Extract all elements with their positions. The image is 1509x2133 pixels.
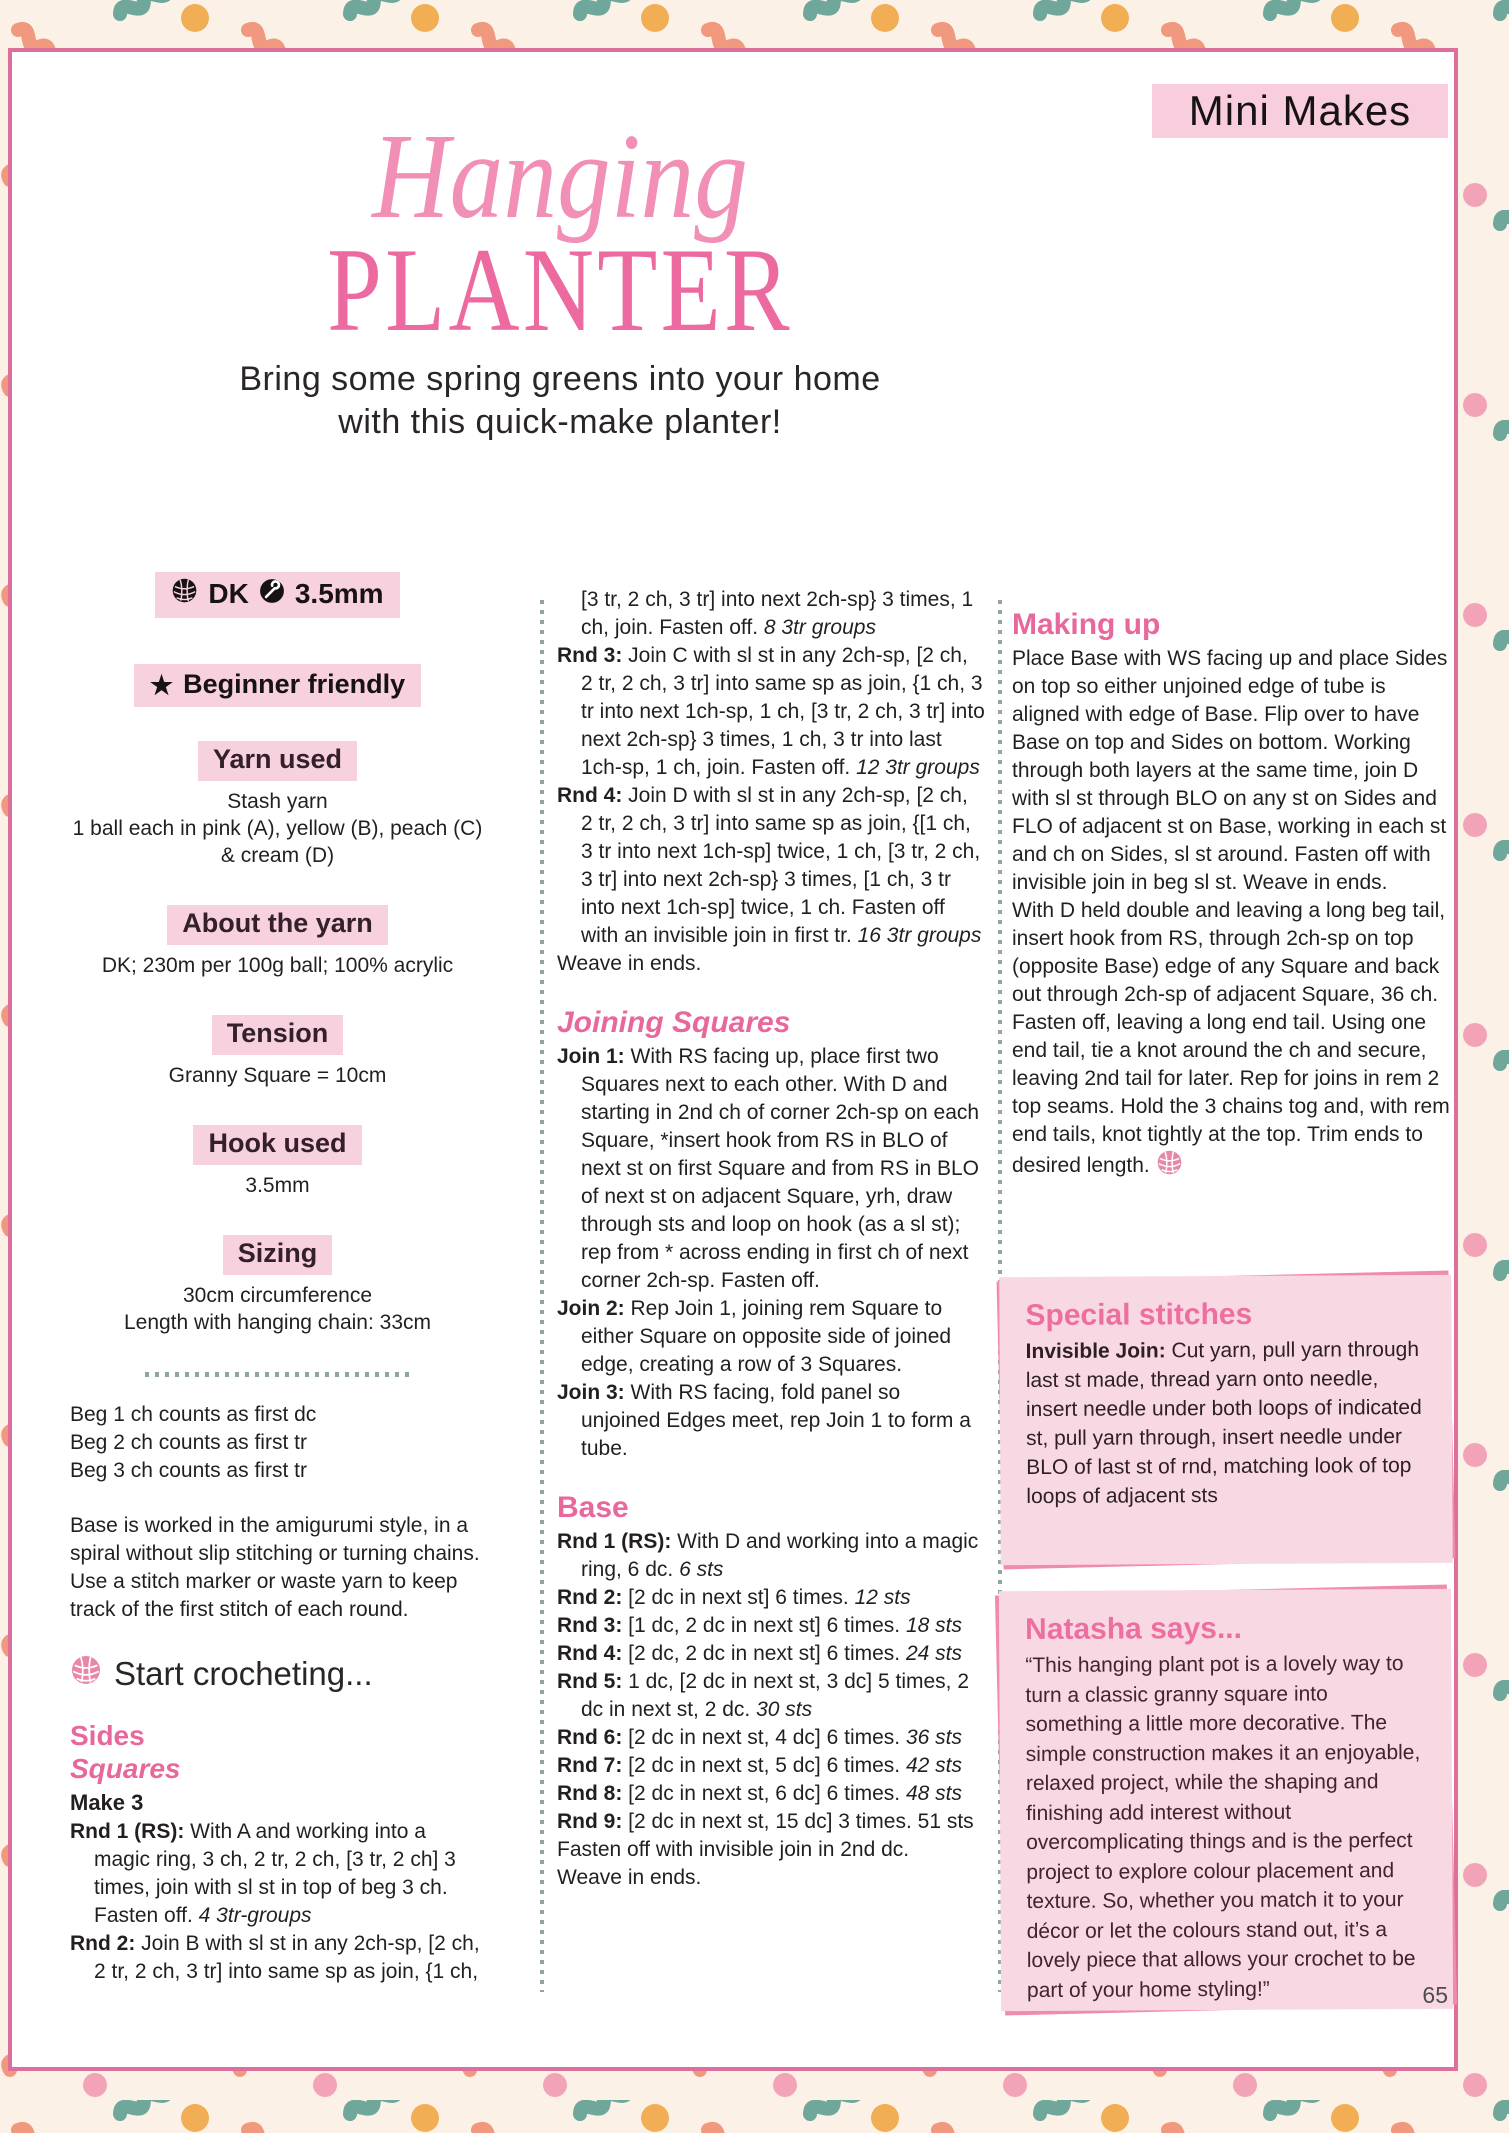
pattern-heading-joining: Joining Squares [557,1006,791,1039]
pattern-heading-making-up: Making up [1012,608,1161,641]
hook-size: 3.5mm [294,578,384,609]
spec-badge [155,572,399,618]
info-section-hook-used [70,1125,485,1199]
section-heading: Sizing [223,1235,333,1275]
page-title-line1: Hanging [372,109,748,244]
instruction: Fasten off with invisible join in 2nd dc. [557,1838,910,1861]
text-line: 30cm circumference [182,1284,373,1307]
section-lines [70,1172,485,1199]
paragraph: Place Base with WS facing up and place Sides on top so either unjoined edge of tube is aligned with edge of Base. Flip over to have Base on top and Sides on bottom. Working through both layers at the same time, join D with sl st through BLO on any st on Sides and FLO of adjacent st on Base, working in each st and ch on Sides, sl st around. Fasten off with invisible join in beg sl st. Weave in ends. [1012,647,1448,894]
subtitle [40,358,1080,444]
instruction: Rnd 2: [2 dc in next st] 6 times. 12 sts [557,1586,911,1609]
text-line: 1 ball each in pink (A), yellow (B), peach (C) [72,817,483,840]
subtitle-line2: with this quick-make planter! [338,403,782,441]
info-section-about-yarn [70,905,485,979]
special-stitches-text [1026,1335,1427,1511]
skill-label: Beginner friendly [183,669,406,699]
text-line: & cream (D) [220,844,335,867]
section-heading: Tension [212,1015,344,1055]
make-count: Make 3 [70,1790,144,1815]
section-lines [70,1062,485,1089]
crochet-hook-icon [259,578,285,611]
instruction: Join 3: With RS facing, fold panel so unjoined Edges meet, rep Join 1 to form a tube. [557,1381,971,1460]
instruction: Rnd 8: [2 dc in next st, 6 dc] 6 times. 48 sts [557,1782,962,1805]
base-instructions [557,1528,985,1892]
info-section-yarn-used [70,741,485,869]
text-line: Length with hanging chain: 33cm [123,1311,432,1334]
text-line: Granny Square = 10cm [168,1064,387,1087]
info-column [70,572,485,1986]
instruction: Weave in ends. [557,952,702,975]
info-section-sizing [70,1235,485,1336]
spacer [557,1463,985,1491]
sides-instructions [70,1818,485,1986]
section-badge: Mini Makes [1152,84,1448,138]
instruction: Rnd 7: [2 dc in next st, 5 dc] 6 times. 42 sts [557,1754,962,1777]
instruction: Rnd 2: Join B with sl st in any 2ch-sp, [2 ch, 2 tr, 2 ch, 3 tr] into same sp as join, {1 ch, [70,1932,480,1983]
dotted-divider [145,1372,410,1377]
text-line: Beg 2 ch counts as first tr [70,1431,307,1454]
skill-badge-row [70,664,485,707]
page-number: 65 [1422,1982,1448,2008]
instruction: Rnd 1 (RS): With D and working into a magic ring, 6 dc. 6 sts [557,1530,979,1581]
pattern-heading-sides: Sides [70,1720,145,1751]
column-divider-left [540,600,544,1992]
making-up-paragraphs [1012,645,1452,1184]
section-heading: Yarn used [198,741,357,781]
box-content [999,1275,1453,1565]
section-lines [70,1282,485,1336]
beg-notes [70,1401,485,1485]
instruction: Rnd 6: [2 dc in next st, 4 dc] 6 times. 36 sts [557,1726,962,1749]
text-line: 3.5mm [245,1174,310,1197]
spacer [557,978,985,1006]
spec-badge-row [70,572,485,618]
making-up-column [1012,608,1452,1184]
natasha-says-heading: Natasha says... [1025,1611,1242,1647]
info-section-tension [70,1015,485,1089]
instruction: Join 1: With RS facing up, place first two Squares next to each other. With D and starting in 2nd ch of corner 2ch-sp on each Square, *insert hook from RS in BLO of next st on first Square and from RS in BLO of next st on adjacent Square, yrh, draw through sts and loop on hook (as a sl st); rep from * across ending in first ch of next corner 2ch-sp. Fasten off. [557,1045,980,1292]
yarn-weight: DK [208,578,249,609]
special-stitches-heading: Special stitches [1025,1297,1253,1333]
page-title-line2: PLANTER [327,223,793,356]
yarn-ball-icon [1156,1149,1183,1184]
instruction: Rnd 5: 1 dc, [2 dc in next st, 3 dc] 5 times, 2 dc in next st, 2 dc. 30 sts [557,1670,970,1721]
instruction: Rnd 3: Join C with sl st in any 2ch-sp, [2 ch, 2 tr, 2 ch, 3 tr] into same sp as join, {1 ch, 3 tr into next 1ch-sp, 1 ch, [3 tr, 2 ch, 3 tr] into next 2ch-sp} 3 times, 1 ch, 3 tr into last 1ch-sp, 1 ch, join. Fasten off. 12 3tr groups [557,644,985,779]
instruction: [3 tr, 2 ch, 3 tr] into next 2ch-sp} 3 times, 1 ch, join. Fasten off. 8 3tr groups [581,588,974,639]
section-heading: About the yarn [167,905,388,945]
star-icon: ★ [149,669,174,700]
pattern-heading-base: Base [557,1491,629,1524]
instruction: Rnd 4: Join D with sl st in any 2ch-sp, [2 ch, 2 tr, 2 ch, 3 tr] into same sp as join, {[1 ch, 3 tr into next 1ch-sp] twice, 1 ch, [3 tr, 2 ch, 3 tr] into next 2ch-sp} 3 times, [1 ch, 3 tr into next 1ch-sp] twice, 1 ch. Fasten off with an invisible join in first tr. 16 3tr groups [557,784,982,947]
stitch-name: Invisible Join: [1025,1339,1166,1364]
start-crocheting [70,1654,485,1694]
joining-instructions [557,1043,985,1463]
yarn-ball-icon [70,1654,102,1694]
base-note: Base is worked in the amigurumi style, in a spiral without slip stitching or turning chains. Use a stitch marker or waste yarn to keep track of the first stitch of each round. [70,1514,480,1621]
natasha-says-box [1000,1590,1452,2010]
title-block [40,109,1080,444]
special-stitches-box [1000,1276,1452,1564]
instruction: Rnd 3: [1 dc, 2 dc in next st] 6 times. 18 sts [557,1614,962,1637]
instruction: Weave in ends. [557,1866,702,1889]
skill-badge [134,664,421,707]
start-crocheting-label: Start crocheting... [114,1655,373,1692]
pattern-column [557,586,985,1892]
subtitle-line1: Bring some spring greens into your home [239,360,881,398]
section-lines [70,952,485,979]
text-line: Beg 3 ch counts as first tr [70,1459,307,1482]
pattern-subheading-squares: Squares [70,1753,181,1784]
text-line: DK; 230m per 100g ball; 100% acrylic [101,954,454,977]
sides-instructions-continued [557,586,985,978]
instruction: Rnd 9: [2 dc in next st, 15 dc] 3 times. 51 sts [557,1810,974,1833]
instruction: Join 2: Rep Join 1, joining rem Square to either Square on opposite side of joined edge, creating a row of 3 Squares. [557,1297,952,1376]
section-lines [70,788,485,869]
natasha-says-quote: “This hanging plant pot is a lovely way to turn a classic granny square into something a little more decorative. The simple construction makes it an enjoyable, relaxed project, while the shaping and finishing add interest without overcomplicating things and is the perfect project to explore colour placement and texture. So, whether you match it to your décor or let the colours stand out, it’s a lovely piece that allows your crochet to be part of your home styling!” [1025,1652,1421,2002]
paragraph: With D held double and leaving a long beg tail, insert hook from RS, through 2ch-sp on top (opposite Base) edge of any Square and back out through 2ch-sp of adjacent Square, 36 ch. Fasten off, leaving a long end tail. Using one end tail, tie a knot around the ch and secure, leaving 2nd tail for later. Rep for joins in rem 2 top seams. Hold the 3 chains tog and, with rem end tails, knot tightly at the top. Trim ends to desired length. [1012,897,1452,1184]
yarn-ball-icon [171,577,198,611]
text-line: Stash yarn [227,790,328,813]
section-heading: Hook used [193,1125,361,1165]
instruction: Rnd 4: [2 dc, 2 dc in next st] 6 times. 24 sts [557,1642,962,1665]
text-line: Beg 1 ch counts as first dc [70,1403,317,1426]
box-content [999,1589,1453,2011]
stitch-definition: Cut yarn, pull yarn through last st made, thread yarn onto needle, insert needle under both loops of indicated st, pull yarn through, insert needle under BLO of last st of rnd, matching look of top loops of adjacent sts [1025,1337,1422,1509]
instruction: Rnd 1 (RS): With A and working into a magic ring, 3 ch, 2 tr, 2 ch, [3 tr, 2 ch] 3 times, join with sl st in top of beg 3 ch. Fasten off. 4 3tr-groups [70,1820,456,1927]
